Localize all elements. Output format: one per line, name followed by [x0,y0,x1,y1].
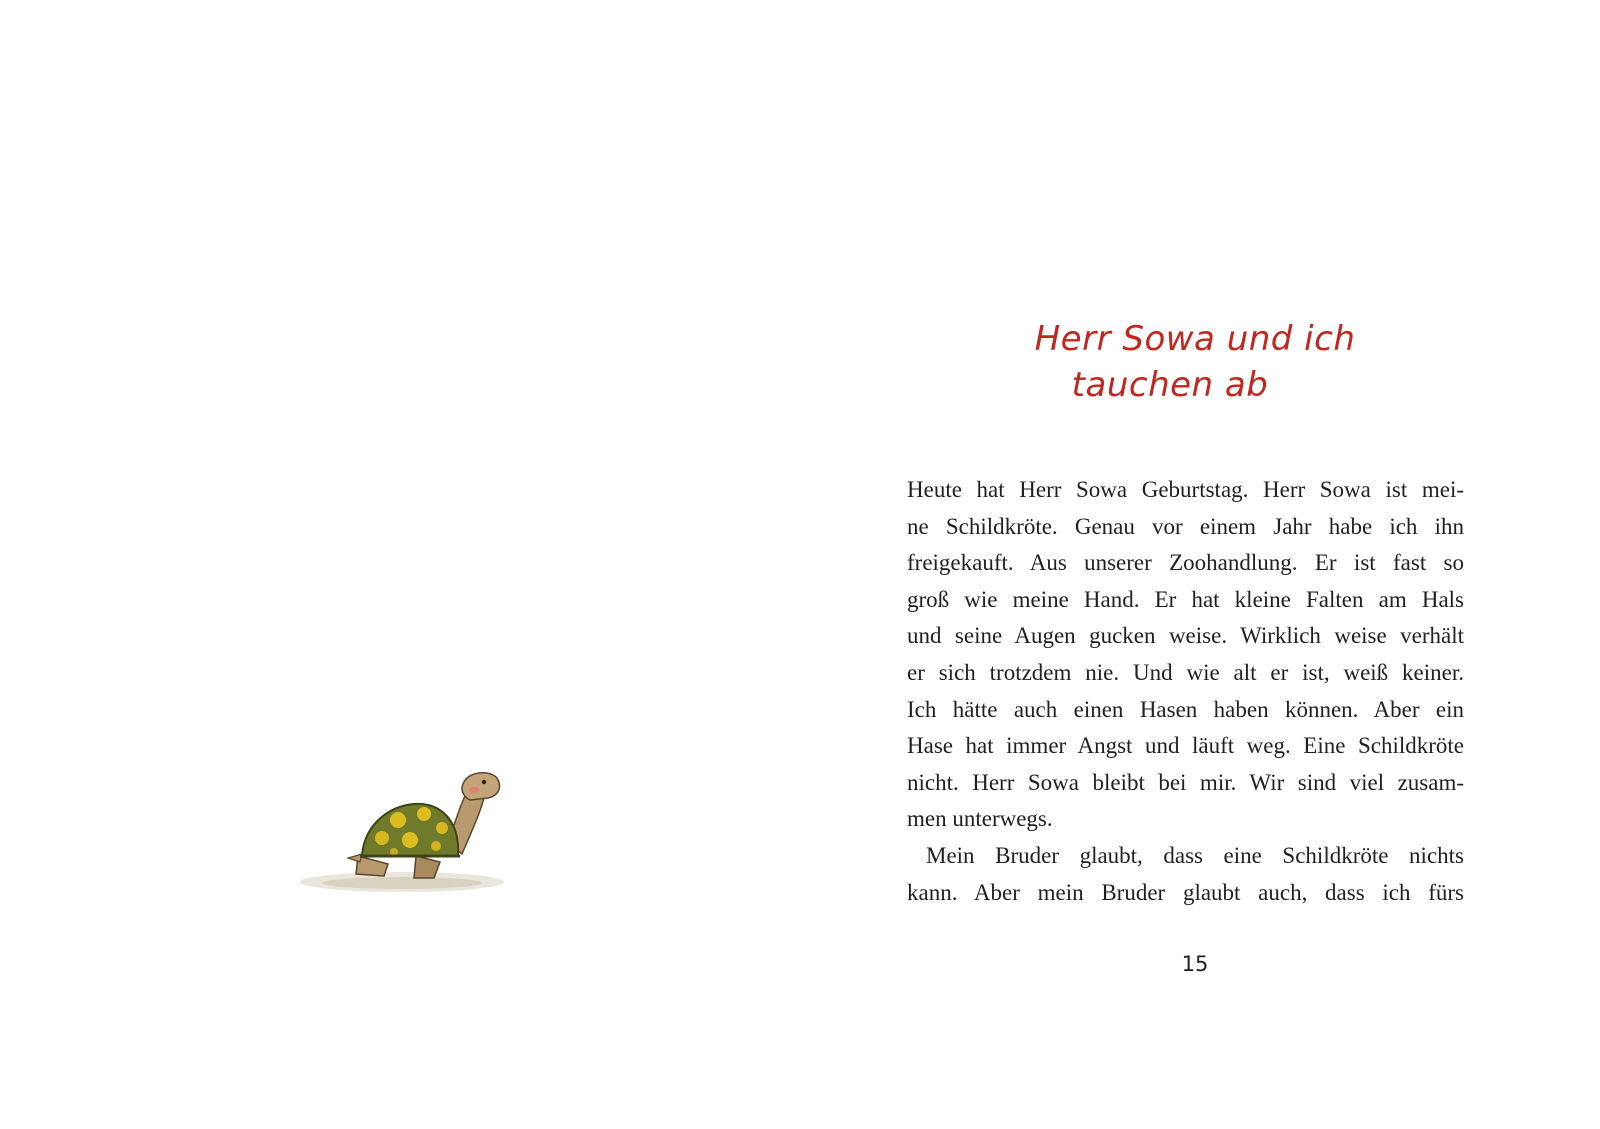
text-line: ne Schildkröte. Genau vor einem Jahr habe ich ihn [907,513,1464,539]
text-line: Heute hat Herr Sowa Geburtstag. Herr Sowa ist mei- [907,477,1464,502]
chapter-title [1000,316,1390,408]
text-line: freigekauft. Aus unserer Zoohandlung. Er ist fast so [907,550,1464,576]
text-line: und seine Augen gucken weise. Wirklich weise verhält [907,623,1464,649]
body-text [907,472,1464,911]
text-line: Mein Bruder glaubt, dass eine Schildkröte nichts [926,842,1464,868]
page-number: 15 [1181,952,1209,976]
text-line: nicht. Herr Sowa bleibt bei mir. Wir sind viel zusam- [907,769,1464,795]
chapter-title-line-1: Herr Sowa und ich [1034,319,1356,359]
text-line: er sich trotzdem nie. Und wie alt er ist, weiß keiner. [907,659,1464,685]
text-line: groß wie meine Hand. Er hat kleine Falten am Hals [907,586,1464,612]
chapter-title-line-2: tauchen ab [1071,365,1269,405]
text-line: Ich hätte auch einen Hasen haben können. Aber ein [907,696,1464,722]
text-line: Hase hat immer Angst und läuft weg. Eine Schildkröte [907,733,1464,759]
text-line: men unterwegs. [907,806,1053,832]
text-line: kann. Aber mein Bruder glaubt auch, dass ich fürs [907,879,1464,905]
turtle-illustration [298,770,514,910]
